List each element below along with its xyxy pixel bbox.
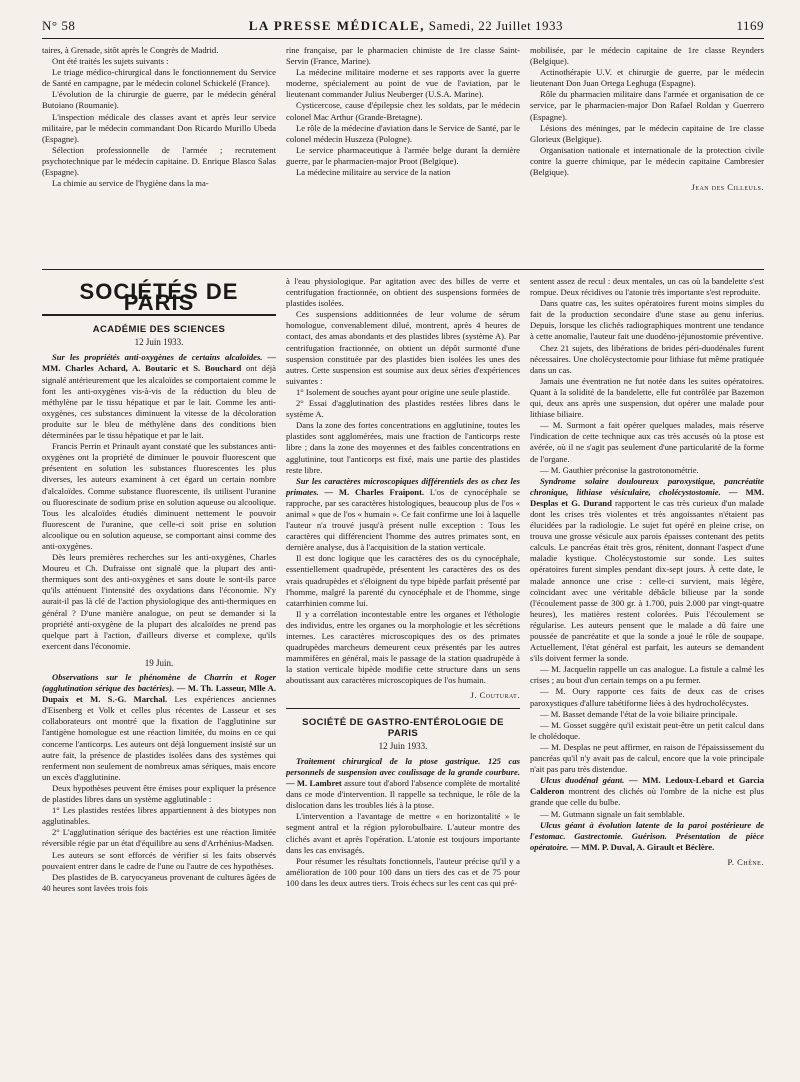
paragraph: 2° Essai d'agglutination des plastides restées libres dans le système A.: [286, 398, 520, 420]
signature: J. Couturat.: [470, 690, 520, 701]
article-body: assure tout d'abord l'absence complète de mortalité dans ce mode d'intervention. Il rappelle sa technique, le rôle de la dislocation dans les troubles liés à la ptose.: [286, 778, 520, 811]
main-column-1: [42, 276, 276, 1046]
academy-date: 12 Juin 1933.: [134, 337, 184, 348]
paragraph: Pour résumer les résultats fonctionnels, l'auteur précise qu'il y a amélioration de 100 pour 100 dans un tiers des cas et de 75 pour 100 dans les deux autres tiers. Trois échecs sur les cent cas qui pré-: [286, 855, 520, 888]
article-title: Sur les caractères microscopiques différentiels des os chez les primates.: [286, 475, 520, 497]
article-body: ont déjà signalé antérieurement que les alcaloïdes se comportaient comme le font les anti-oxygènes vis-à-vis de la réduction du bleu de méthylène par le tissu hépatique et par le lait. Comme les anti-oxygènes, ces substances diminuent la vitesse de la décoloration produite sur le bleu de méthylène dans des conditions bien déterminées par le tissu hépatique et par le lait.: [42, 363, 276, 441]
newspaper-page: [42, 18, 764, 1046]
signature: Jean des Cilleuls.: [691, 182, 764, 193]
section-title: SOCIÉTÉS DE PARIS: [42, 286, 276, 316]
paragraph: Sélection professionnelle de l'armée ; recrutement psychotechnique par le médecin capitaine. D. Enrique Blasco Salas (Espagne).: [42, 144, 276, 178]
article-body: Les expériences anciennes d'Eisenberg et Volk et celles plus récentes de Lasseur et ses collaborateurs ont montré que la fixation de l'agglutinine sur l'antigène homologue est une réaction limitée, du moins en ce qui concerne l'anticorps. Les auteurs ont déjà longuement insisté sur un autre fait, la présence de plastides isolées dans des systèmes qui renferment non seulement de nombreux amas sériques, mais encore un excès d'agglutinine.: [42, 694, 276, 782]
paragraph: Ont été traités les sujets suivants :: [52, 56, 169, 67]
article-authors: — M. Th. Lasseur, Mlle A. Dupaix et M. S.-G. Marchal.: [42, 683, 276, 705]
paragraph: Actinothérapie U.V. et chirurgie de guerre, par le médecin lieutenant Don Juan Ortega Leghuga (Espagne).: [530, 67, 764, 89]
paragraph: L'inspection médicale des classes avant et après leur service militaire, par le médecin commandant Don Ricardo Murillo Ubeda (Espagne).: [42, 111, 276, 144]
paragraph: Ces suspensions additionnées de leur volume de sérum homologue, convenablement dilué, montrent, après 4 heures de contact, des amas abondants et des plastides libres (système A). Par centrifugation fractionnée, on obtient un dépôt surmonté d'une suspension constituée par des plastides bien isolées les unes des autres. Cette suspension est soumise aux deux séries d'expériences suivantes :: [286, 309, 520, 386]
paragraph: — M. Gosset suggère qu'il existait peut-être un petit calcul dans le cholédoque.: [530, 719, 764, 741]
top-column-2: [286, 45, 520, 269]
paragraph: La chimie au service de l'hygiène dans la ma-: [52, 178, 209, 189]
article-title: Sur les propriétés anti-oxygènes de certains alcaloïdes.: [52, 352, 263, 363]
journal-title: LA PRESSE MÉDICALE,: [248, 18, 425, 33]
paragraph: La médecine militaire moderne et ses rapports avec la guerre moderne, spécialement au point de vue de l'aviation, par le lieutenant commander Julius Neuberger (U.S.A. Marine).: [286, 67, 520, 100]
article-authors: — MM. Ledoux-Lebard et Garcia Calderon: [530, 775, 764, 797]
paragraph: — M. Gauthier préconise la gastrotonométrie.: [540, 464, 699, 475]
paragraph: Chez 21 sujets, des libérations de brides péri-duodénales furent nécessaires. Une cholécystectomie pour lithiase fut même pratiquée dans un cas.: [530, 342, 764, 375]
paragraph: Rôle du pharmacien militaire dans l'armée et organisation de ce service, par le pharmacien-major Don Rafael Roldan y Guerrero (Espagne).: [530, 89, 764, 122]
article-paragraph: [42, 672, 276, 783]
paragraph: — M. Desplas ne peut affirmer, en raison de l'épaississement du pancréas qu'il n'y avait pas de calcul, encore que la voie principale n'ait pas paru très distendue.: [530, 741, 764, 775]
top-column-1: [42, 45, 276, 269]
paragraph: Lésions des méninges, par le médecin capitaine de 1re classe Glorieux (Belgique).: [530, 122, 764, 144]
top-section: [42, 39, 764, 270]
article-authors: — M. Charles Fraipont.: [324, 486, 425, 497]
paragraph: 1° Les plastides restées libres appartiennent à des biotypes non agglutinables.: [42, 805, 276, 827]
paragraph: Dès leurs premières recherches sur les anti-oxygènes, Charles Moureu et Ch. Dufraisse ont signalé que la plupart des anti-thermiques sont des anti-oxygènes et sans doute le sont-ils parce qu'ils atténuent l'intensité des oxydations dans l'économie. N'y aurait-il pas là clé de l'action physiologique des anti-thermiques en général ? D'une manière analogue, on peut se demander si la propriété anti-oxygène de la plupart des alcaloïdes ne prend pas quelque part à l'action, d'ailleurs diverse et complexe, qu'ils exercent dans l'économie.: [42, 552, 276, 651]
issue-date: Samedi, 22 Juillet 1933: [428, 18, 564, 33]
gastro-date: 12 Juin 1933.: [378, 740, 428, 751]
main-column-2: [286, 276, 520, 1046]
article-body: montrent des clichés où l'ombre de la niche est plus grande que celle du bulbe.: [530, 786, 764, 808]
paragraph: Des plastides de B. caryocyaneus provenant de cultures âgées de 40 heures sont lavées trois fois: [42, 871, 276, 893]
article-title: Ulcus géant à évolution latente de la paroi postérieure de l'estomac. Gastrectomie. Guérison. Présentation de pièce opératoire.: [530, 819, 764, 852]
article-paragraph: [530, 775, 764, 808]
paragraph: — M. Surmont a fait opérer quelques malades, mais réserve l'indication de cette technique aux cas très accusés où la ptose est avérée, où il ne s'agit pas seulement d'une particularité de la forme de l'organe.: [530, 420, 764, 464]
signature: P. Chêne.: [727, 856, 764, 867]
main-section: [42, 270, 764, 1046]
paragraph: L'intervention a l'avantage de mettre « en horizontalité » le segment antral et la région pylorobulbaire. L'auteur montre des clichés avant et après l'opération. L'atonie est toujours importante dans les cas envisagés.: [286, 811, 520, 855]
paragraph: Dans la zone des fortes concentrations en agglutinine, toutes les plastides sont agglomérées, mais une fraction de l'anticorps reste libre ; dans la zone des moyennes et des faibles concentrations en agglutinine, tout l'anticorps est fixé, mais une partie des plastides reste libre.: [286, 420, 520, 475]
divider: [286, 708, 520, 709]
paragraph: sentent assez de recul : deux mentales, un cas où la bandelette s'est rompue. Deux récidives ou l'atonie très importante s'est reproduite.: [530, 276, 764, 298]
paragraph: Le rôle de la médecine d'aviation dans le Service de Santé, par le colonel médecin Huszeza (Pologne).: [286, 122, 520, 144]
paragraph: Cysticercose, cause d'épilepsie chez les soldats, par le médecin colonel Mac Arthur (Grande-Bretagne).: [286, 100, 520, 122]
paragraph: 1° Isolement de souches ayant pour origine une seule plastide.: [296, 386, 510, 397]
page-header: [42, 18, 764, 39]
article-title: Ulcus duodénal géant.: [540, 775, 625, 786]
paragraph: — M. Oury rapporte ces faits de deux cas de crises paroxystiques d'allure tabétiforme liées à des hydrocholécystes.: [530, 686, 764, 708]
paragraph: — M. Jacquelin rappelle un cas analogue. La fistule a calmé les crises ; au bout d'un certain temps on a pu fermer.: [530, 664, 764, 686]
paragraph: Il est donc logique que les caractères des os du cynocéphale, essentiellement quadrupède, présentent les caractères des os des vrais quadrupèdes et s'éloignent du type bipède parfait présenté par l'homme, malgré la parenté du cynocéphale et de l'homme, singe catarrhinien comme lui.: [286, 553, 520, 608]
paragraph: — M. Gutmann signale un fait semblable.: [540, 808, 685, 819]
top-column-3: [530, 45, 764, 269]
paragraph: Dans quatre cas, les suites opératoires furent moins simples du fait de la production secondaire d'une stase au genu inferius. Depuis, lorsque les clichés radiographiques montrent une tendance à cette anomalie, l'auteur fait une duodéno-jéjunostomie préventive.: [530, 298, 764, 342]
paragraph: mobilisée, par le médecin capitaine de 1re classe Reynders (Belgique).: [530, 45, 764, 67]
article-body: L'os de cynocéphale se rapproche, par ses caractères histologiques, beaucoup plus de l'os « animal » que de l'os « humain ». Ce fait confirme une loi à laquelle l'auteur n'a trouvé jusqu'à présent nulle exception : Tous les caractères qui différencient l'homme des autres primates sont, en dernière analyse, dus à l'acquisition de la station verticale.: [286, 486, 520, 553]
article-title: Syndrome solaire douloureux paroxystique, pancréatite chronique, lithiase vésiculaire, cholécystostomie.: [530, 475, 764, 497]
article-body: rapportent le cas très curieux d'un malade dont les crises très violentes et très angoissantes n'étaient pas élucidées par la radiologie. Le sujet fut opéré en pleine crise, on trouva une grosse vésicule aux parois épaisses contenant des petits calculs. Le pancréas était très gros, rénitent, donnant l'aspect d'une maladie kystique. Cholécystostomie sur sonde. Les suites opératoires furent simples pendant dix-sept jours. À cette date, le malade annonce une crise : celle-ci survient, mais légère, coïncidant avec une véritable débâcle bilieuse par la sonde (l'écoulement passe de 300 gr. à 1.700, puis 2.000 par vingt-quatre heures), les matières restent colorées. Puis l'écoulement se régularise. Les auteurs pensent que le malade a dû faire une poussée de pancréatite et que la sonde a joué le rôle de soupape. Actuellement, l'état général est parfait, les auteurs se demandent s'ils doivent fermer la sonde.: [530, 497, 764, 664]
paragraph: taires, à Grenade, sitôt après le Congrès de Madrid.: [42, 45, 219, 55]
article-title: Observations sur le phénomène de Charrin et Roger (agglutination sérique des bactéries).: [42, 672, 276, 694]
paragraph: Deux hypothèses peuvent être émises pour expliquer la présence de plastides libres dans un système agglutinable :: [42, 782, 276, 805]
article-paragraph: [42, 352, 276, 441]
paragraph: L'évolution de la chirurgie de guerre, par le médecin général Butoiano (Roumanie).: [42, 89, 276, 111]
article-paragraph: [530, 476, 764, 665]
paragraph: 2° L'agglutination sérique des bactéries est une réaction limitée réversible régie par un état d'équilibre au sens d'Arrhénius-Madsen.: [42, 827, 276, 849]
article-authors: — MM. P. Duval, A. Girault et Béclère.: [570, 841, 715, 852]
article-authors: — MM. Desplas et G. Durand: [530, 486, 764, 508]
paragraph: Le service pharmaceutique à l'armée belge durant la dernière guerre, par le pharmacien-major Proot (Belgique).: [286, 144, 520, 166]
paragraph: Il y a corrélation incontestable entre les organes et l'éthologie des individus, entre les organes ou la morphologie et les sécrétions internes. Les caractères microscopiques des os des primates quadrupèdes marcheurs demeurent ceux présentés par les autres mammifères en général, mais le passage de la station quadrupède à la station verticale bipède modifie cette structure dans un sens aboutissant aux caractères microscopiques de l'os humain.: [286, 608, 520, 686]
issue-number: N° 58: [42, 18, 76, 33]
article-authors: — MM. Charles Achard, A. Boutaric et S. Bouchard: [42, 352, 276, 374]
paragraph: — M. Basset demande l'état de la voie biliaire principale.: [540, 708, 738, 719]
sub-date: 19 Juin.: [144, 657, 174, 668]
main-column-3: [530, 276, 764, 1046]
gastro-title: SOCIÉTÉ DE GASTRO-ENTÉROLOGIE DE PARIS: [302, 716, 504, 739]
paragraph: Organisation nationale et internationale de la protection civile contre la guerre chimique, par le médecin capitaine Cambresier (Belgique).: [530, 144, 764, 178]
article-authors: — M. Lambret: [286, 778, 342, 789]
paragraph: Le triage médico-chirurgical dans le fonctionnement du Service de Santé en campagne, par le médecin colonel Schickelé (France).: [42, 67, 276, 89]
paragraph: rine française, par le pharmacien chimiste de 1re classe Saint-Servin (France, Marine).: [286, 45, 520, 67]
article-paragraph: [530, 820, 764, 853]
paragraph: à l'eau physiologique. Par agitation avec des billes de verre et centrifugation fractionnée, on obtient des suspensions formées de plastides isolées.: [286, 276, 520, 309]
academy-title: ACADÉMIE DES SCIENCES: [92, 324, 226, 336]
article-paragraph: [286, 476, 520, 554]
paragraph: Les auteurs se sont efforcés de vérifier si les faits observés pouvaient entrer dans le cadre de l'une ou l'autre de ces hypothèses.: [42, 849, 276, 871]
article-title: Traitement chirurgical de la ptose gastrique. 125 cas personnels de suspension avec coulissage de la grande courbure.: [286, 755, 520, 777]
paragraph: Jamais une éventration ne fut notée dans les suites opératoires. Quant à la solidité de la bandelette, elle fut contrôlée par Bazemon qui, deux ans après une suspension, dut opérer une malade pour lithiase biliaire.: [530, 375, 764, 420]
article-paragraph: [286, 756, 520, 811]
page-number: 1169: [736, 18, 764, 33]
paragraph: La médecine militaire au service de la nation: [296, 167, 451, 178]
paragraph: Francis Perrin et Prinault ayant constaté que les substances anti-oxygènes ont la propriété de diminuer le pouvoir fluorescent que présentent en solution les substances fluorescentes les plus diverses, les auteurs examinent à cet égard un certain nombre d'alcaloïdes. Comme substance fluorescente, ils utilisent l'uranine ou fluorescinate de sodium prise en solution aqueuse ou alcoolique. Tous les alcaloïdes étudiés diminuent nettement le pouvoir fluorescent de l'uranine, que celle-ci soit prise en solution alcoolique ou en solution aqueuse, se comportant ainsi comme des anti-oxygènes.: [42, 441, 276, 551]
